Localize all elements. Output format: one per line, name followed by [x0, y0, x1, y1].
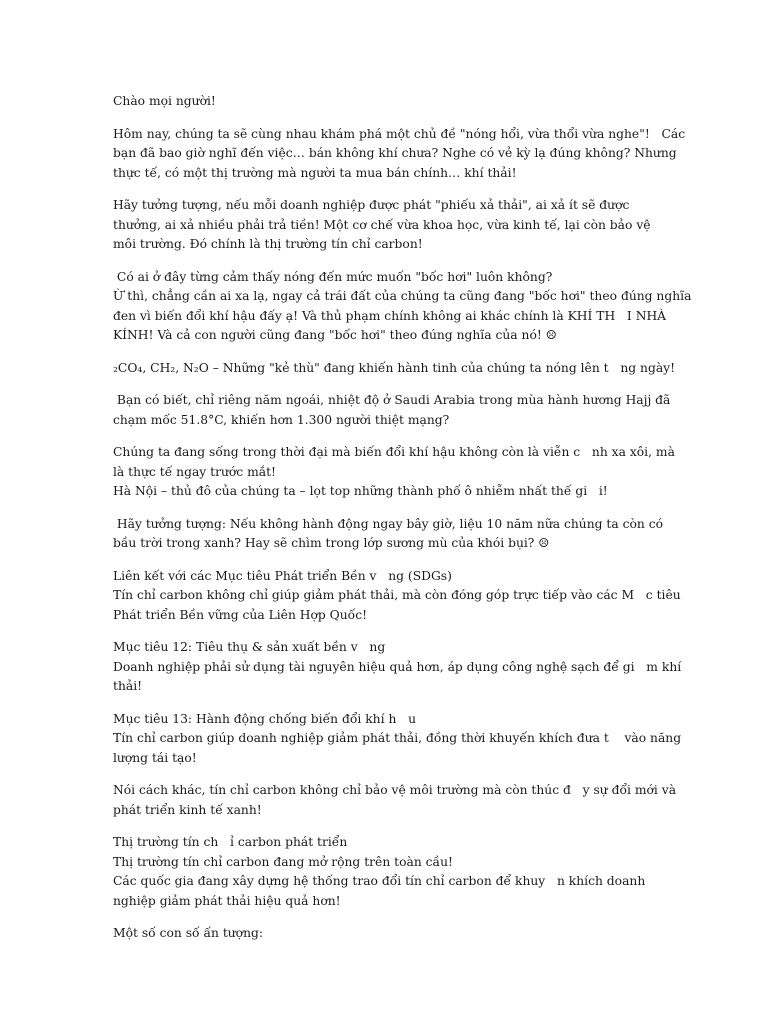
text-line: Các quốc gia đang xây dựng hệ thống trao đổi tín chỉ carbon để khuy n khích doanh: [113, 874, 646, 888]
text-line: Mục tiêu 12: Tiêu thụ & sản xuất bền v ng: [113, 640, 386, 654]
paragraph: [113, 638, 682, 697]
text-line: Nói cách khác, tín chỉ carbon không chỉ bảo vệ môi trường mà còn thúc đ y sự đổi mới và: [113, 783, 677, 797]
text-line: Ừ thì, chẳng cần ai xa lạ, ngay cả trái đất của chúng ta cũng đang "bốc hơi" theo đúng nghĩa: [113, 289, 692, 303]
paragraph: [113, 710, 682, 769]
text-line: Có ai ở đây từng cảm thấy nóng đến mức muốn "bốc hơi" luôn không?: [113, 269, 553, 284]
text-line: Tín chỉ carbon không chỉ giúp giảm phát thải, mà còn đóng góp trực tiếp vào các M c tiêu: [113, 588, 681, 602]
paragraph: [113, 924, 663, 944]
text-line: phát triển kinh tế xanh!: [113, 802, 262, 817]
document-body: [113, 92, 692, 957]
paragraph: [113, 196, 663, 255]
text-line: Mục tiêu 13: Hành động chống biến đổi khí h u: [113, 711, 417, 726]
text-line: thải!: [113, 679, 143, 693]
text-line: Một số con số ấn tượng:: [113, 926, 264, 940]
text-line: Hôm nay, chúng ta sẽ cùng nhau khám phá một chủ đề "nóng hổi, vừa thổi vừa nghe"! Các: [113, 126, 686, 141]
text-line: thực tế, có một thị trường mà người ta mua bán chính… khí thải!: [113, 165, 517, 180]
text-line: Liên kết với các Mục tiêu Phát triển Bền v ng (SDGs): [113, 568, 452, 583]
paragraph: [113, 268, 692, 346]
paragraph: [113, 833, 663, 911]
paragraph: [113, 125, 686, 184]
text-line: Tín chỉ carbon giúp doanh nghiệp giảm phát thải, đồng thời khuyến khích đưa t vào năng: [113, 731, 682, 745]
text-line: chạm mốc 51.8°C, khiến hơn 1.300 người thiệt mạng?: [113, 412, 450, 427]
paragraph: [113, 359, 676, 379]
text-line: KÍNH! Và cả con người cũng đang "bốc hơi" theo đúng nghĩa của nó! ☹: [113, 328, 557, 342]
text-line: Thị trường tín chỉ carbon đang mở rộng trên toàn cầu!: [113, 854, 453, 869]
paragraph: [113, 391, 671, 430]
paragraph: [113, 92, 663, 112]
text-line: Chào mọi người!: [113, 94, 216, 108]
text-line: Chúng ta đang sống trong thời đại mà biến đổi khí hậu không còn là viễn c nh xa xôi, mà: [113, 445, 675, 459]
text-line: Phát triển Bền vững của Liên Hợp Quốc!: [113, 607, 368, 622]
text-line: là thực tế ngay trước mắt!: [113, 464, 276, 479]
text-line: đen vì biến đổi khí hậu đấy ạ! Và thủ phạm chính không ai khác chính là KHÍ TH I NHÀ: [113, 308, 667, 323]
paragraph: [113, 515, 663, 554]
text-line: ₂CO₄, CH₂, N₂O – Những "kẻ thù" đang khiến hành tinh của chúng ta nóng lên t ng ngày!: [113, 360, 676, 375]
text-line: bạn đã bao giờ nghĩ đến việc… bán không khí chưa? Nghe có vẻ kỳ lạ đúng không? Nhưng: [113, 146, 677, 160]
paragraph: [113, 567, 681, 626]
text-line: bầu trời trong xanh? Hay sẽ chìm trong lớp sương mù của khói bụi? ☹: [113, 536, 550, 550]
text-line: lượng tái tạo!: [113, 750, 197, 765]
text-line: Hà Nội – thủ đô của chúng ta – lọt top những thành phố ô nhiễm nhất thế gi i!: [113, 484, 608, 498]
text-line: Doanh nghiệp phải sử dụng tài nguyên hiệu quả hơn, áp dụng công nghệ sạch để gi m khí: [113, 659, 682, 674]
text-line: Thị trường tín ch ỉ carbon phát triển: [113, 835, 348, 849]
text-line: Hãy tưởng tượng: Nếu không hành động ngay bây giờ, liệu 10 năm nữa chúng ta còn có: [113, 516, 664, 531]
text-line: môi trường. Đó chính là thị trường tín chỉ carbon!: [113, 237, 423, 251]
text-line: Hãy tưởng tượng, nếu mỗi doanh nghiệp được phát "phiếu xả thải", ai xả ít sẽ được: [113, 198, 630, 212]
paragraph: [113, 781, 677, 820]
text-line: nghiệp giảm phát thải hiệu quả hơn!: [113, 893, 341, 908]
text-line: Bạn có biết, chỉ riêng năm ngoái, nhiệt độ ở Saudi Arabia trong mùa hành hương Hajj đã: [113, 393, 671, 407]
text-line: thưởng, ai xả nhiều phải trả tiền! Một cơ chế vừa khoa học, vừa kinh tế, lại còn bảo vệ: [113, 217, 651, 232]
paragraph: [113, 443, 675, 502]
